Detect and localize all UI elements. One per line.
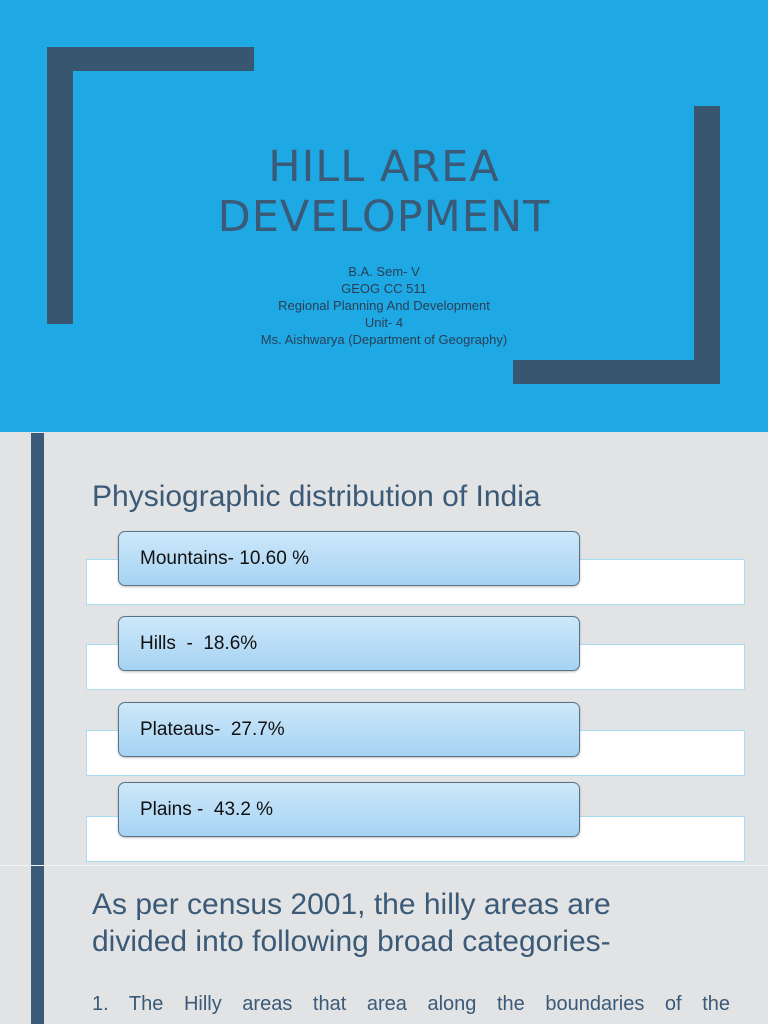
census-slide <box>0 866 768 1024</box>
title-line-1: HILL AREA <box>268 142 500 192</box>
distribution-item-hills: Hills - 18.6% <box>118 616 580 671</box>
category-list-item: 1. The Hilly areas that area along the boundaries of the <box>92 993 730 1015</box>
physiographic-slide <box>0 433 768 865</box>
left-accent-bar <box>31 433 44 865</box>
semester-text: B.A. Sem- V <box>348 264 420 279</box>
top-left-bracket-horizontal <box>47 47 254 71</box>
left-accent-bar <box>31 866 44 1024</box>
course-code-text: GEOG CC 511 <box>341 281 427 296</box>
distribution-item-plateaus: Plateaus- 27.7% <box>118 702 580 757</box>
slide-title <box>92 886 611 960</box>
slide-title-line-2: divided into following broad categories- <box>92 925 611 958</box>
distribution-item-mountains: Mountains- 10.60 % <box>118 531 580 586</box>
title-line-2: DEVELOPMENT <box>217 192 551 242</box>
course-name-text: Regional Planning And Development <box>278 298 490 313</box>
slide-title: Physiographic distribution of India <box>92 480 541 513</box>
distribution-item-plains: Plains - 43.2 % <box>118 782 580 837</box>
slide-title-line-1: As per census 2001, the hilly areas are <box>92 888 611 921</box>
course-info <box>0 263 768 348</box>
title-slide <box>0 0 768 432</box>
presentation-title <box>0 142 768 242</box>
instructor-text: Ms. Aishwarya (Department of Geography) <box>260 332 508 347</box>
unit-text: Unit- 4 <box>364 315 404 330</box>
bottom-right-bracket-horizontal <box>513 360 720 384</box>
